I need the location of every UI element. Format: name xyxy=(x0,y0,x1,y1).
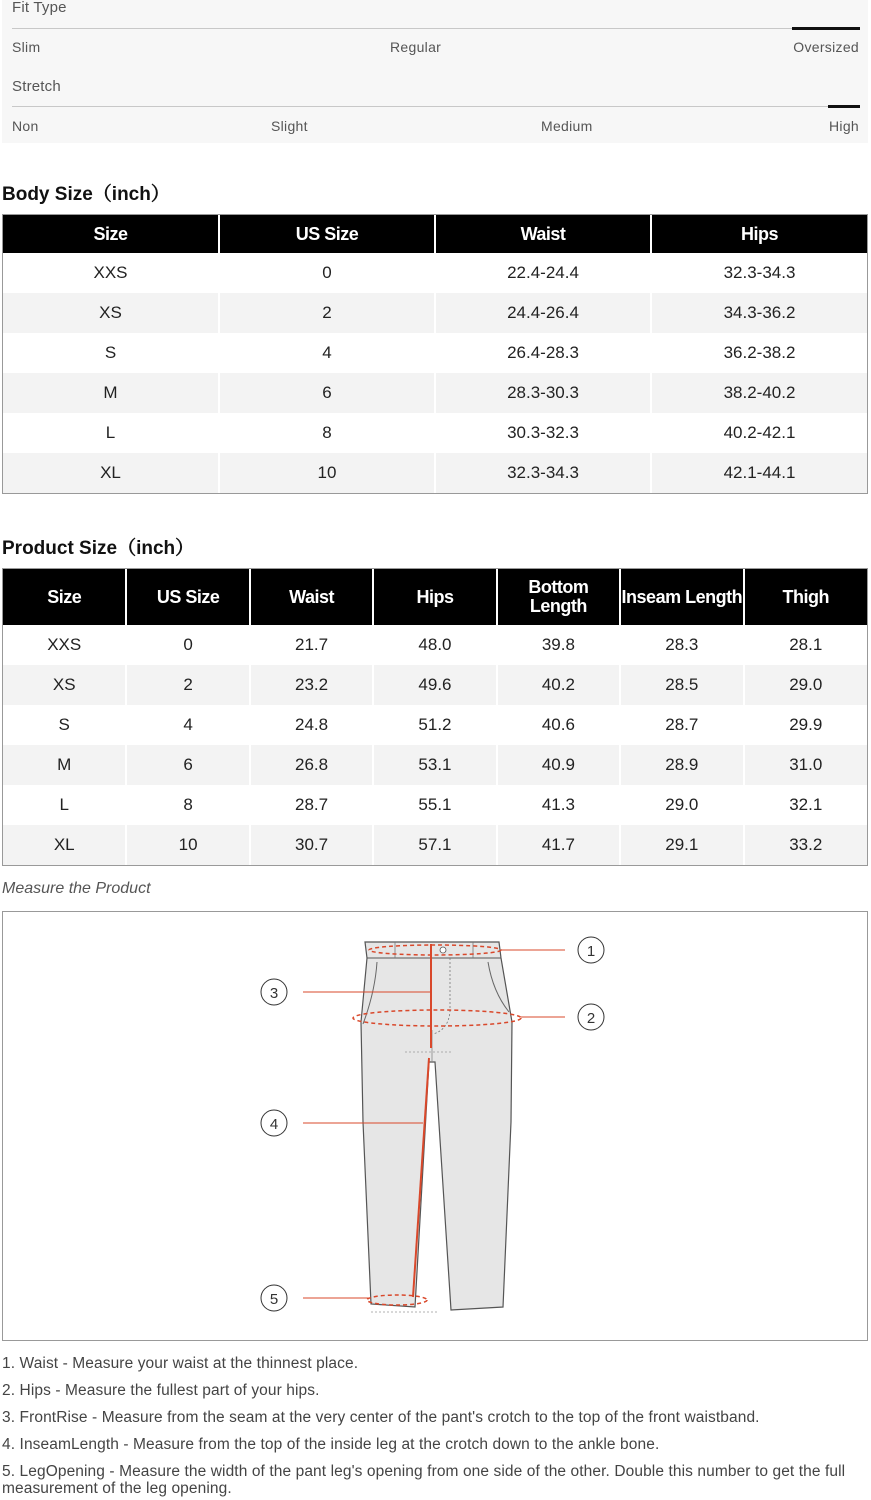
body-size-row xyxy=(3,373,867,413)
product-size-header-cell: Thigh xyxy=(744,569,867,625)
stretch-marker xyxy=(828,105,860,108)
body-size-cell: 38.2-40.2 xyxy=(651,373,867,413)
body-size-cell: 32.3-34.3 xyxy=(435,453,651,493)
product-size-header-cell: Inseam Length xyxy=(620,569,743,625)
product-size-cell: 55.1 xyxy=(373,785,496,825)
product-size-cell: 49.6 xyxy=(373,665,496,705)
body-size-header-cell: Hips xyxy=(651,215,867,253)
body-size-cell: 4 xyxy=(219,333,435,373)
body-size-cell: 8 xyxy=(219,413,435,453)
product-size-cell: 26.8 xyxy=(250,745,373,785)
product-size-cell: 29.0 xyxy=(620,785,743,825)
product-size-cell: 24.8 xyxy=(250,705,373,745)
body-size-cell: 34.3-36.2 xyxy=(651,293,867,333)
product-size-cell: 32.1 xyxy=(744,785,867,825)
body-size-cell: 0 xyxy=(219,253,435,293)
product-size-cell: 29.9 xyxy=(744,705,867,745)
body-size-cell: 30.3-32.3 xyxy=(435,413,651,453)
measure-caption: Measure the Product xyxy=(2,880,151,897)
stretch-option-medium: Medium xyxy=(541,118,593,134)
svg-text:2: 2 xyxy=(586,1010,596,1027)
product-size-cell: 33.2 xyxy=(744,825,867,865)
fit-panel xyxy=(2,0,868,143)
product-size-cell: 40.6 xyxy=(497,705,620,745)
body-size-row xyxy=(3,253,867,293)
product-size-cell: 28.1 xyxy=(744,625,867,665)
product-size-cell: 6 xyxy=(126,745,249,785)
body-size-title: Body Size（inch） xyxy=(2,184,170,205)
stretch-option-slight: Slight xyxy=(271,118,308,134)
svg-text:5: 5 xyxy=(269,1291,279,1308)
note-leg-opening: 5. LegOpening - Measure the width of the pant leg's opening from one side of the other. Double this number to get the full measurement of the leg opening. xyxy=(2,1463,846,1497)
product-size-row xyxy=(3,665,867,705)
note-waist: 1. Waist - Measure your waist at the thinnest place. xyxy=(2,1355,359,1372)
body-size-cell: S xyxy=(104,343,117,362)
body-size-cell: L xyxy=(105,423,116,442)
measure-diagram xyxy=(2,911,868,1341)
product-size-cell: 53.1 xyxy=(373,745,496,785)
product-size-cell: 29.0 xyxy=(744,665,867,705)
product-size-row xyxy=(3,745,867,785)
body-size-row xyxy=(3,333,867,373)
product-size-cell: XL xyxy=(3,825,126,865)
pants-outline xyxy=(361,942,512,1310)
body-size-cell: XS xyxy=(3,293,219,333)
product-size-cell: 31.0 xyxy=(744,745,867,785)
product-size-cell: 40.2 xyxy=(497,665,620,705)
product-size-header-cell: Size xyxy=(3,569,126,625)
svg-text:1: 1 xyxy=(586,943,596,960)
product-size-cell: 8 xyxy=(126,785,249,825)
product-size-cell: S xyxy=(58,715,70,734)
product-size-row xyxy=(3,785,867,825)
product-size-table-wrap xyxy=(2,568,868,866)
product-size-cell: 4 xyxy=(126,705,249,745)
note-front-rise: 3. FrontRise - Measure from the seam at the very center of the pant's crotch to the top of the front waistband. xyxy=(2,1409,760,1426)
fit-option-oversized: Oversized xyxy=(793,39,859,55)
product-size-cell: 28.3 xyxy=(620,625,743,665)
stretch-label: Stretch xyxy=(12,78,61,95)
product-size-cell: 28.5 xyxy=(620,665,743,705)
stretch-option-non: Non xyxy=(12,118,39,134)
body-size-table xyxy=(3,215,867,493)
body-size-cell: 36.2-38.2 xyxy=(651,333,867,373)
body-size-header-cell: Size xyxy=(3,215,219,253)
product-size-cell: 10 xyxy=(126,825,249,865)
body-size-header-cell: Waist xyxy=(435,215,651,253)
fit-type-label: Fit Type xyxy=(12,0,67,16)
fit-option-slim: Slim xyxy=(12,39,41,55)
product-size-cell: 48.0 xyxy=(373,625,496,665)
body-size-cell: 10 xyxy=(219,453,435,493)
body-size-cell: 28.3-30.3 xyxy=(435,373,651,413)
product-size-cell: 28.9 xyxy=(620,745,743,785)
body-size-cell: XXS xyxy=(93,263,128,282)
body-size-table-wrap xyxy=(2,214,868,494)
product-size-cell: 2 xyxy=(126,665,249,705)
body-size-cell: 40.2-42.1 xyxy=(651,413,867,453)
body-size-header-cell: US Size xyxy=(219,215,435,253)
product-size-cell: XS xyxy=(3,665,126,705)
marker-3 xyxy=(261,979,287,1005)
body-size-cell: 6 xyxy=(219,373,435,413)
fit-option-regular: Regular xyxy=(390,39,442,55)
product-size-cell: 23.2 xyxy=(250,665,373,705)
product-size-cell: 41.3 xyxy=(497,785,620,825)
marker-4 xyxy=(261,1110,287,1136)
measure-notes xyxy=(2,1355,862,1497)
product-size-cell: 28.7 xyxy=(250,785,373,825)
stretch-track xyxy=(12,106,860,107)
product-size-cell: 41.7 xyxy=(497,825,620,865)
product-size-cell: 0 xyxy=(126,625,249,665)
body-size-cell: 2 xyxy=(219,293,435,333)
stretch-option-high: High xyxy=(829,118,859,134)
body-size-cell: 26.4-28.3 xyxy=(435,333,651,373)
svg-text:4: 4 xyxy=(269,1116,279,1133)
product-size-row xyxy=(3,705,867,745)
note-inseam-length: 4. InseamLength - Measure from the top of the inside leg at the crotch down to the ankle bone. xyxy=(2,1436,660,1453)
product-size-header-cell: Bottom Length xyxy=(497,569,620,625)
product-size-table xyxy=(3,569,867,865)
body-size-row xyxy=(3,453,867,493)
product-size-cell: 28.7 xyxy=(620,705,743,745)
product-size-title: Product Size（inch） xyxy=(2,538,195,559)
pants-illustration xyxy=(3,912,869,1342)
product-size-header-cell: US Size xyxy=(126,569,249,625)
body-size-cell: XL xyxy=(3,453,219,493)
product-size-row xyxy=(3,825,867,865)
product-size-cell: XXS xyxy=(47,635,82,654)
product-size-cell: 21.7 xyxy=(250,625,373,665)
product-size-cell: 30.7 xyxy=(250,825,373,865)
fit-type-marker xyxy=(792,27,860,30)
body-size-cell: 24.4-26.4 xyxy=(435,293,651,333)
product-size-cell: 29.1 xyxy=(620,825,743,865)
body-size-cell: 32.3-34.3 xyxy=(651,253,867,293)
product-size-cell: 40.9 xyxy=(497,745,620,785)
marker-1 xyxy=(578,937,604,963)
product-size-cell: L xyxy=(59,795,69,814)
marker-2 xyxy=(578,1004,604,1030)
product-size-cell: 39.8 xyxy=(497,625,620,665)
product-size-header-cell: Waist xyxy=(250,569,373,625)
product-size-row xyxy=(3,625,867,665)
note-hips: 2. Hips - Measure the fullest part of your hips. xyxy=(2,1382,320,1399)
product-size-cell: 51.2 xyxy=(373,705,496,745)
marker-5 xyxy=(261,1285,287,1311)
svg-text:3: 3 xyxy=(269,985,279,1002)
body-size-cell: 42.1-44.1 xyxy=(651,453,867,493)
body-size-row xyxy=(3,413,867,453)
body-size-cell: M xyxy=(3,373,219,413)
body-size-cell: 22.4-24.4 xyxy=(435,253,651,293)
body-size-row xyxy=(3,293,867,333)
product-size-cell: 57.1 xyxy=(373,825,496,865)
product-size-header-cell: Hips xyxy=(373,569,496,625)
fit-type-track xyxy=(12,28,860,29)
product-size-cell: M xyxy=(3,745,126,785)
